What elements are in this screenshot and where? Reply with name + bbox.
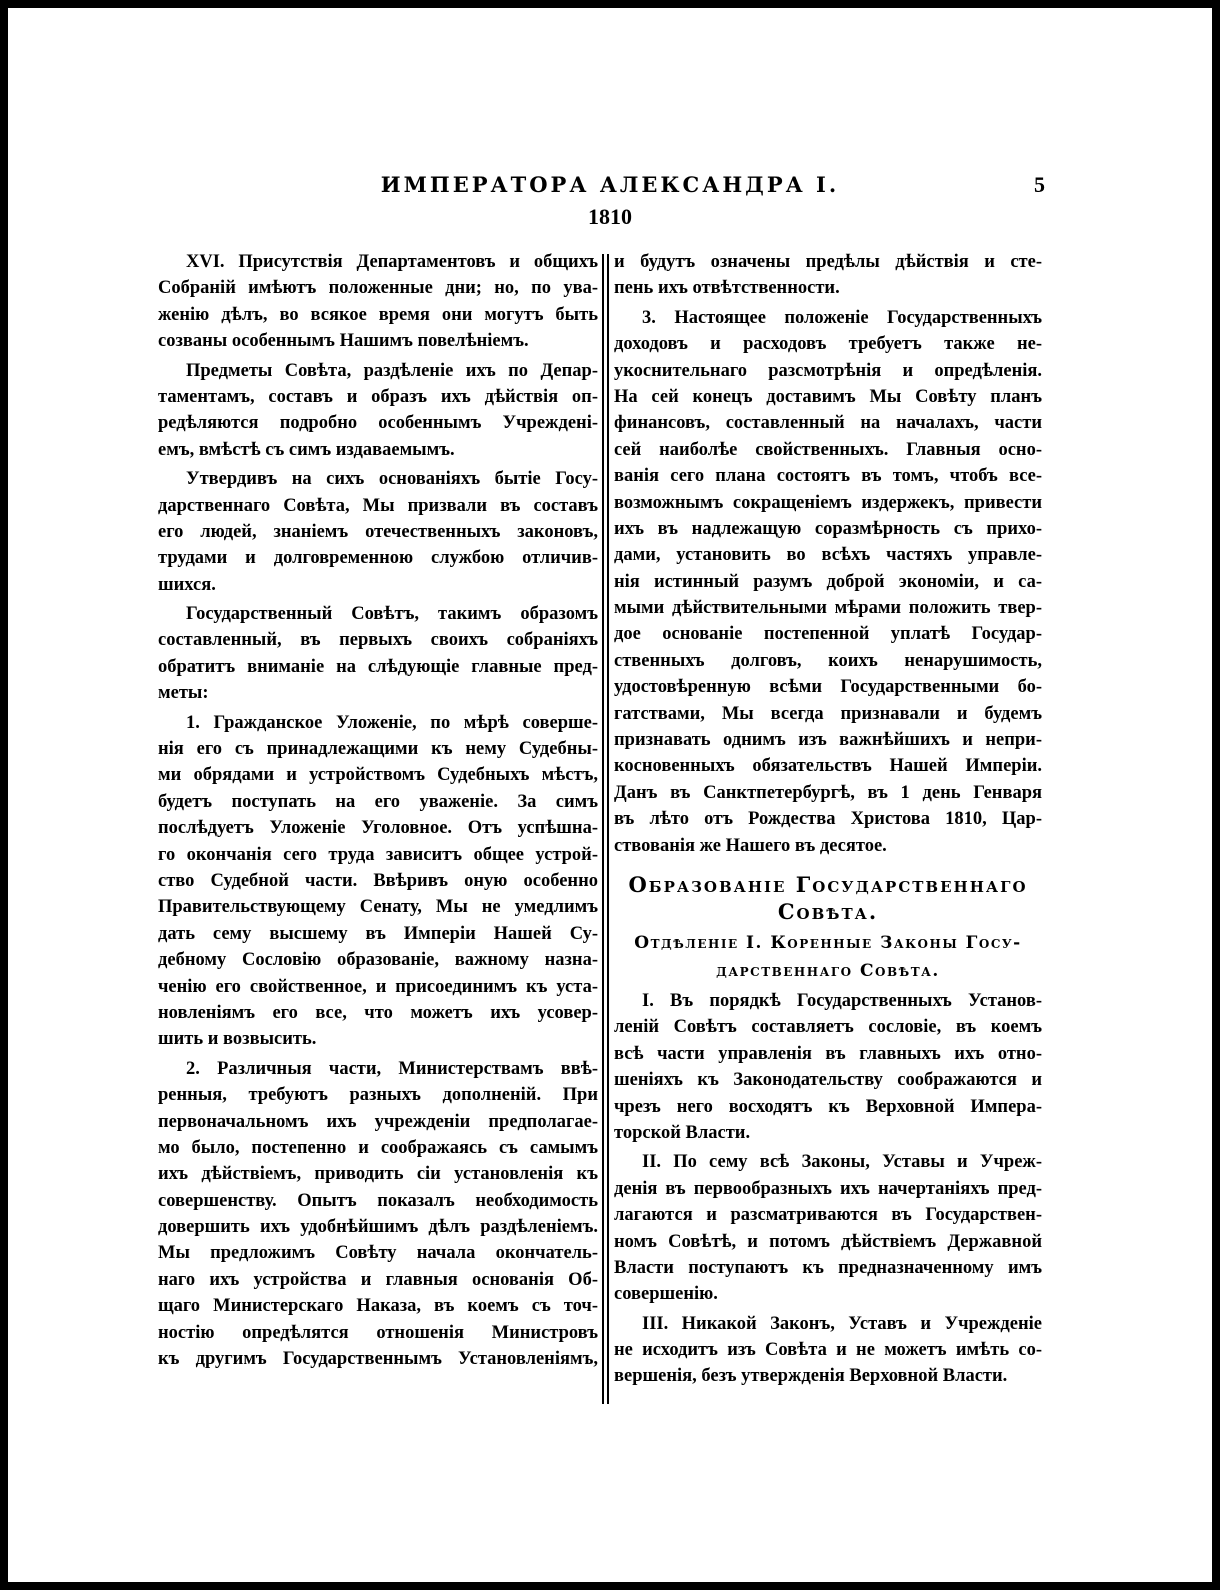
text-line: денія въ первообразныхъ ихъ начертаніяхъ пред- — [614, 1178, 1042, 1199]
text-line: Государственный Совѣтъ, такимъ образомъ — [186, 604, 598, 625]
text-line: трудами и долговременною службою отличив- — [158, 548, 598, 569]
section-title: Совѣта. — [777, 898, 879, 924]
text-line: шихся. — [158, 574, 216, 595]
paragraph — [614, 1149, 1042, 1307]
paragraph — [614, 249, 1042, 302]
text-line: нія его съ принадлежащими къ нему Судебны- — [158, 739, 598, 760]
text-line: нія истинный разумъ доброй экономіи, и са- — [614, 571, 1042, 592]
text-line: сей наиболѣе свойственныхъ. Главныя осно- — [614, 439, 1042, 460]
text-line: Данъ въ Санктпетербургѣ, въ 1 день Генваря — [614, 782, 1042, 803]
text-line: Правительствующему Сенату, Мы не умедлимъ — [158, 897, 598, 918]
text-line: укоснительнаго разсмотрѣнія и опредѣленія. — [614, 360, 1042, 381]
text-line: торской Власти. — [614, 1122, 751, 1143]
text-line: мыми дѣйствительными мѣрами положить твер- — [614, 598, 1042, 619]
text-line: емъ, вмѣстѣ съ симъ издаваемымъ. — [158, 439, 455, 460]
text-line: совершенству. Опытъ показалъ необходимость — [158, 1190, 598, 1211]
text-line: 3. Настоящее положеніе Государственныхъ — [642, 307, 1042, 328]
text-line: ство Судебной части. Ввѣривъ оную особенно — [158, 870, 598, 891]
text-line: гатствами, Мы всегда признавали и будемъ — [614, 703, 1042, 724]
paragraph — [158, 466, 598, 598]
text-line: и будутъ означены предѣлы дѣйствія и сте- — [614, 252, 1042, 272]
section-title: Образованіе Государственнаго — [628, 871, 1028, 897]
text-line: номъ Совѣтѣ, и потомъ дѣйствіемъ Державной — [614, 1231, 1042, 1252]
year-heading: 1810 — [588, 204, 632, 229]
text-line: ственныхъ долговъ, коихъ ненарушимость, — [614, 650, 1042, 671]
text-line: шить и возвысить. — [158, 1029, 317, 1050]
text-line: женію дѣлъ, во всякое время они могутъ быть — [158, 304, 598, 325]
text-line: ми обрядами и устройствомъ Судебныхъ мѣстъ, — [158, 765, 598, 786]
text-line: обратитъ вниманіе на слѣдующіе главные пред- — [158, 656, 598, 677]
text-line: довершить ихъ удобнѣйшимъ дѣлъ раздѣленіемъ. — [158, 1217, 598, 1238]
text-line: I. Въ порядкѣ Государственныхъ Установ- — [642, 990, 1042, 1011]
subsection-title: Отдѣленіе I. Коренные Законы Госу- — [634, 932, 1022, 953]
text-line: въ лѣто отъ Рождества Христова 1810, Цар- — [614, 809, 1042, 830]
text-line: мо было, постепенно и соображаясь съ самымъ — [158, 1137, 598, 1158]
text-line: признавать однимъ изъ важнѣйшихъ и непри- — [614, 730, 1042, 751]
text-line: шеніяхъ къ Законодательству соображаются и — [614, 1070, 1042, 1091]
text-line: ностію опредѣлятся отношенія Министровъ — [158, 1322, 598, 1343]
column-divider-line — [607, 254, 609, 1404]
text-line: Утвердивъ на сихъ основаніяхъ бытіе Госу- — [186, 469, 598, 490]
text-line: щаго Министерскаго Наказа, въ коемъ съ точ- — [158, 1296, 598, 1317]
running-title: ИМПЕРАТОРА АЛЕКСАНДРА I. — [380, 172, 840, 197]
left-text-column — [158, 246, 598, 1372]
text-line: финансовъ, составленный на началахъ, части — [614, 413, 1042, 434]
text-line: дарственнаго Совѣта, Мы призвали въ составъ — [158, 495, 598, 516]
text-line: леній Совѣтъ составляетъ сословіе, въ коемъ — [614, 1017, 1042, 1038]
text-line: 2. Различныя части, Министерствамъ ввѣ- — [186, 1058, 598, 1079]
text-line: пень ихъ отвѣтственности. — [614, 278, 840, 299]
text-line: косновенныхъ обязательствъ Нашей Имперіи. — [614, 756, 1042, 777]
paragraph — [614, 1311, 1042, 1390]
text-line: составленный, въ первыхъ своихъ собраніяхъ — [158, 630, 598, 651]
right-text-column — [614, 246, 1042, 1390]
column-divider-line — [602, 254, 604, 1404]
text-line: дать сему высшему въ Имперіи Нашей Су- — [158, 923, 598, 944]
text-line: ванія сего плана состоятъ въ томъ, чтобъ все- — [614, 466, 1042, 487]
text-line: новленіямъ его все, что можетъ ихъ усовер- — [158, 1002, 598, 1023]
text-line: меты: — [158, 683, 209, 704]
text-line: ченію его свойственное, и присоединимъ къ уста- — [158, 976, 598, 997]
text-line: первоначальномъ ихъ учрежденіи предполагае- — [158, 1111, 598, 1132]
paragraph — [614, 988, 1042, 1146]
paragraph — [158, 1056, 598, 1373]
paragraph — [158, 601, 598, 707]
text-line: его людей, знаніемъ отечественныхъ законовъ, — [158, 521, 598, 542]
text-line: Власти поступаютъ къ предназначенному имъ — [614, 1257, 1042, 1278]
text-line: III. Никакой Законъ, Уставъ и Учрежденіе — [642, 1313, 1042, 1334]
text-line: Предметы Совѣта, раздѣленіе ихъ по Депар- — [186, 360, 598, 381]
text-line: Мы предложимъ Совѣту начала окончатель- — [158, 1243, 598, 1264]
text-line: совершенію. — [614, 1284, 718, 1305]
paragraph — [158, 249, 598, 355]
paragraph — [158, 358, 598, 464]
paragraph — [158, 710, 598, 1053]
text-line: го окончанія сего труда зависитъ общее устрой- — [158, 844, 598, 865]
text-line: ренныя, требуютъ разныхъ дополненій. При — [158, 1085, 598, 1106]
text-line: будетъ поступать на его уваженіе. За симъ — [158, 791, 598, 812]
text-line: доходовъ и расходовъ требуетъ также не- — [614, 334, 1042, 355]
text-line: 1. Гражданское Уложеніе, по мѣрѣ соверше- — [186, 712, 598, 733]
text-line: II. По сему всѣ Законы, Уставы и Учреж- — [642, 1152, 1042, 1173]
text-line: ихъ дѣйствіемъ, приводить сіи установленія къ — [158, 1164, 598, 1185]
text-line: возможнымъ сокращеніемъ издержекъ, привести — [614, 492, 1042, 513]
text-line: дебному Сословію образованіе, важному назна- — [158, 950, 598, 971]
text-line: всѣ части управленія въ главныхъ ихъ отно- — [614, 1043, 1042, 1064]
text-line: чрезъ него восходятъ къ Верховной Импера- — [614, 1096, 1042, 1117]
text-line: таментамъ, составъ и образъ ихъ дѣйствія оп- — [158, 386, 598, 407]
text-line: вершенія, безъ утвержденія Верховной Власти. — [614, 1366, 1008, 1387]
text-line: наго ихъ устройства и главныя основанія Об- — [158, 1269, 598, 1290]
text-line: къ другимъ Государственнымъ Установленіямъ, — [158, 1349, 598, 1370]
text-line: редѣляются подробно особеннымъ Учреждені- — [158, 413, 598, 434]
text-line: послѣдуетъ Уложеніе Уголовное. Отъ успѣшна- — [158, 818, 598, 839]
text-line: ствованія же Нашего въ десятое. — [614, 835, 887, 856]
paragraph — [614, 305, 1042, 859]
text-line: дое основаніе постепенной уплатѣ Государ- — [614, 624, 1042, 645]
text-line: ихъ въ надлежащую соразмѣрность съ прихо- — [614, 518, 1042, 539]
page-number: 5 — [1034, 172, 1045, 197]
subsection-title: дарственнаго Совѣта. — [716, 960, 940, 981]
text-line: XVI. Присутствія Департаментовъ и общихъ — [186, 252, 598, 272]
text-line: Собраній имѣютъ положенные дни; но, по ува- — [158, 278, 598, 299]
text-line: лагаются и разсматриваются въ Государствен- — [614, 1205, 1042, 1226]
text-line: На сей конецъ доставимъ Мы Совѣту планъ — [614, 386, 1042, 407]
text-line: не исходитъ изъ Совѣта и не можетъ имѣть со- — [614, 1340, 1042, 1361]
text-line: удостовѣренную всѣми Государственными бо- — [614, 677, 1042, 698]
text-line: дами, установить во всѣхъ частяхъ управле- — [614, 545, 1042, 566]
text-line: созваны особеннымъ Нашимъ повелѣніемъ. — [158, 331, 529, 352]
